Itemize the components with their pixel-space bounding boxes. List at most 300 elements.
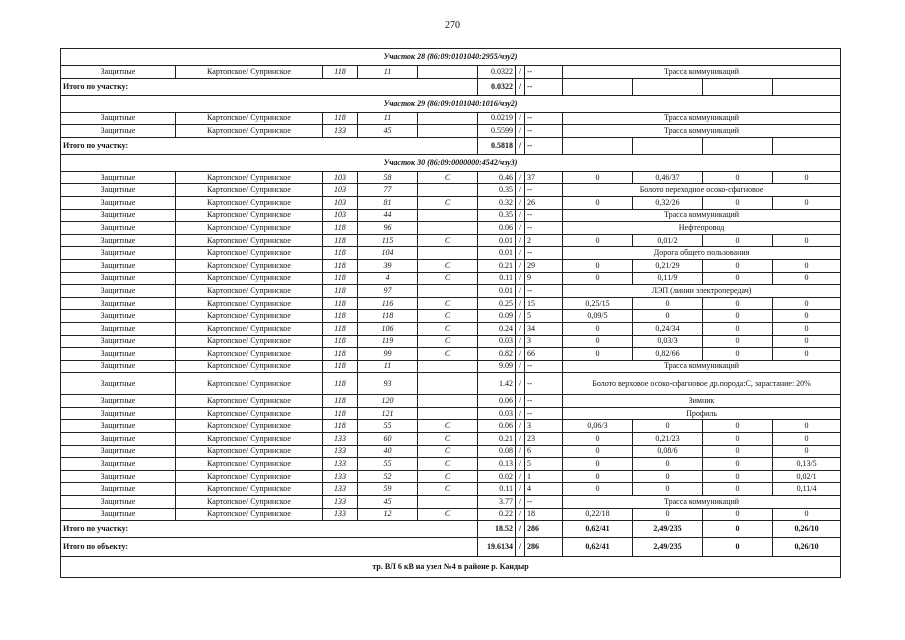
breakdown-value: 0 — [773, 445, 841, 458]
breakdown-value: 0 — [703, 508, 773, 521]
breakdown-value: 0 — [703, 348, 773, 361]
quarter-number: 118 — [323, 373, 358, 395]
forest-category: Защитные — [61, 209, 176, 222]
volume-value: -- — [525, 360, 563, 373]
forestry-district: Картопское/ Супринское — [176, 496, 323, 509]
table-row — [61, 470, 841, 483]
allotment-number: 58 — [358, 171, 418, 184]
table-row — [61, 184, 841, 197]
area-value: 0.25 — [478, 297, 516, 310]
species-code — [418, 496, 478, 509]
empty-cell — [563, 137, 633, 154]
forestry-district: Картопское/ Супринское — [176, 247, 323, 260]
forest-category: Защитные — [61, 322, 176, 335]
forest-category: Защитные — [61, 310, 176, 323]
allotment-number: 77 — [358, 184, 418, 197]
allotment-note: Трасса коммуникаций — [563, 125, 841, 138]
forestry-district: Картопское/ Супринское — [176, 272, 323, 285]
area-value: 9.09 — [478, 360, 516, 373]
forest-category: Защитные — [61, 259, 176, 272]
area-value: 0.06 — [478, 420, 516, 433]
area-value: 0.13 — [478, 458, 516, 471]
total-area: 0.0322 — [478, 78, 516, 95]
breakdown-value: 0 — [773, 297, 841, 310]
allotment-number: 121 — [358, 407, 418, 420]
table-row — [61, 272, 841, 285]
empty-cell — [563, 78, 633, 95]
species-code — [418, 66, 478, 79]
volume-value: 9 — [525, 272, 563, 285]
species-code — [418, 222, 478, 235]
allotment-number: 4 — [358, 272, 418, 285]
table-row — [61, 209, 841, 222]
volume-value: -- — [525, 112, 563, 125]
forest-category: Защитные — [61, 348, 176, 361]
forestry-district: Картопское/ Супринское — [176, 445, 323, 458]
section-title: Участок 30 (86:09:0000000:4542/чзу3) — [61, 154, 841, 171]
allotment-note: Трасса коммуникаций — [563, 66, 841, 79]
volume-value: -- — [525, 209, 563, 222]
allotment-number: 40 — [358, 445, 418, 458]
area-value: 0.5599 — [478, 125, 516, 138]
volume-value: -- — [525, 247, 563, 260]
breakdown-value: 0 — [563, 483, 633, 496]
species-code: С — [418, 420, 478, 433]
table-row — [61, 458, 841, 471]
breakdown-value: 0 — [563, 196, 633, 209]
breakdown-value: 0,02/1 — [773, 470, 841, 483]
separator: / — [516, 348, 525, 361]
separator: / — [516, 209, 525, 222]
separator: / — [516, 322, 525, 335]
species-code — [418, 184, 478, 197]
total-volume: -- — [525, 137, 563, 154]
allotment-note: Трасса коммуникаций — [563, 209, 841, 222]
species-code: С — [418, 445, 478, 458]
allotment-number: 55 — [358, 420, 418, 433]
area-value: 0.11 — [478, 483, 516, 496]
species-code: С — [418, 335, 478, 348]
allotment-number: 45 — [358, 496, 418, 509]
volume-value: 2 — [525, 234, 563, 247]
object-total-volume: 286 — [525, 538, 563, 557]
allotment-number: 116 — [358, 297, 418, 310]
species-code: С — [418, 470, 478, 483]
breakdown-value: 0 — [563, 335, 633, 348]
total-breakdown-value: 0 — [703, 521, 773, 538]
volume-value: 66 — [525, 348, 563, 361]
table-row — [61, 247, 841, 260]
breakdown-value: 0 — [703, 458, 773, 471]
breakdown-value: 0,11/4 — [773, 483, 841, 496]
allotment-note: Нефтепровод — [563, 222, 841, 235]
breakdown-value: 0 — [773, 335, 841, 348]
volume-value: 3 — [525, 335, 563, 348]
area-value: 0.0322 — [478, 66, 516, 79]
species-code: С — [418, 483, 478, 496]
object-total-breakdown-value: 0,26/10 — [773, 538, 841, 557]
volume-value: -- — [525, 496, 563, 509]
breakdown-value: 0 — [563, 272, 633, 285]
quarter-number: 118 — [323, 247, 358, 260]
volume-value: 29 — [525, 259, 563, 272]
section-header — [61, 154, 841, 171]
area-value: 0.11 — [478, 272, 516, 285]
area-value: 0.21 — [478, 259, 516, 272]
breakdown-value: 0 — [773, 310, 841, 323]
forest-category: Защитные — [61, 496, 176, 509]
forestry-district: Картопское/ Супринское — [176, 395, 323, 408]
forestry-district: Картопское/ Супринское — [176, 66, 323, 79]
empty-cell — [703, 78, 773, 95]
breakdown-value: 0 — [563, 259, 633, 272]
object-total-area: 19.6134 — [478, 538, 516, 557]
table-row — [61, 420, 841, 433]
table-row — [61, 360, 841, 373]
breakdown-value: 0 — [563, 171, 633, 184]
total-volume: 286 — [525, 521, 563, 538]
species-code — [418, 285, 478, 298]
separator: / — [516, 445, 525, 458]
forest-category: Защитные — [61, 125, 176, 138]
breakdown-value: 0 — [703, 234, 773, 247]
species-code: С — [418, 171, 478, 184]
separator: / — [516, 285, 525, 298]
allotment-number: 52 — [358, 470, 418, 483]
table-row — [61, 310, 841, 323]
species-code — [418, 395, 478, 408]
allotment-number: 115 — [358, 234, 418, 247]
volume-value: -- — [525, 407, 563, 420]
table-row — [61, 222, 841, 235]
separator: / — [516, 395, 525, 408]
volume-value: -- — [525, 395, 563, 408]
total-breakdown-value: 0,26/10 — [773, 521, 841, 538]
forestry-district: Картопское/ Супринское — [176, 458, 323, 471]
allotment-note: Трасса коммуникаций — [563, 360, 841, 373]
allotment-note: Трасса коммуникаций — [563, 496, 841, 509]
breakdown-value: 0,11/9 — [633, 272, 703, 285]
species-code: С — [418, 272, 478, 285]
allotment-number: 11 — [358, 66, 418, 79]
quarter-number: 118 — [323, 395, 358, 408]
breakdown-value: 0 — [563, 348, 633, 361]
allotment-number: 39 — [358, 259, 418, 272]
total-breakdown-value: 0,62/41 — [563, 521, 633, 538]
table-row — [61, 259, 841, 272]
breakdown-value: 0 — [633, 508, 703, 521]
quarter-number: 103 — [323, 171, 358, 184]
separator: / — [516, 496, 525, 509]
allotment-note: Зимник — [563, 395, 841, 408]
page-number: 270 — [445, 20, 460, 31]
volume-value: 4 — [525, 483, 563, 496]
quarter-number: 133 — [323, 508, 358, 521]
volume-value: 18 — [525, 508, 563, 521]
forestry-district: Картопское/ Супринское — [176, 322, 323, 335]
forest-category: Защитные — [61, 285, 176, 298]
total-area: 0.5818 — [478, 137, 516, 154]
quarter-number: 118 — [323, 360, 358, 373]
object-total-breakdown-value: 2,49/235 — [633, 538, 703, 557]
forest-category: Защитные — [61, 373, 176, 395]
breakdown-value: 0 — [703, 483, 773, 496]
breakdown-value: 0 — [773, 171, 841, 184]
separator: / — [516, 272, 525, 285]
species-code: С — [418, 259, 478, 272]
section-total-row — [61, 521, 841, 538]
forest-category: Защитные — [61, 297, 176, 310]
breakdown-value: 0 — [633, 297, 703, 310]
volume-value: -- — [525, 66, 563, 79]
forest-category: Защитные — [61, 433, 176, 446]
area-value: 0.0219 — [478, 112, 516, 125]
object-total-label: Итого по объекту: — [61, 538, 478, 557]
forest-category: Защитные — [61, 407, 176, 420]
forest-category: Защитные — [61, 196, 176, 209]
forestry-district: Картопское/ Супринское — [176, 297, 323, 310]
forestry-district: Картопское/ Супринское — [176, 222, 323, 235]
table-row — [61, 112, 841, 125]
forest-category: Защитные — [61, 66, 176, 79]
separator: / — [516, 310, 525, 323]
breakdown-value: 0,25/15 — [563, 297, 633, 310]
breakdown-value: 0,08/6 — [633, 445, 703, 458]
section-header — [61, 95, 841, 112]
allotment-number: 104 — [358, 247, 418, 260]
forest-category: Защитные — [61, 222, 176, 235]
separator: / — [516, 196, 525, 209]
allotment-number: 93 — [358, 373, 418, 395]
species-code: С — [418, 433, 478, 446]
area-value: 0.01 — [478, 247, 516, 260]
separator: / — [516, 78, 525, 95]
quarter-number: 118 — [323, 407, 358, 420]
allotment-number: 120 — [358, 395, 418, 408]
forestry-district: Картопское/ Супринское — [176, 259, 323, 272]
species-code: С — [418, 310, 478, 323]
separator: / — [516, 171, 525, 184]
area-value: 3.77 — [478, 496, 516, 509]
separator: / — [516, 125, 525, 138]
species-code — [418, 360, 478, 373]
forestry-district: Картопское/ Супринское — [176, 483, 323, 496]
separator: / — [516, 184, 525, 197]
separator: / — [516, 420, 525, 433]
empty-cell — [633, 137, 703, 154]
forest-category: Защитные — [61, 483, 176, 496]
empty-cell — [633, 78, 703, 95]
breakdown-value: 0,01/2 — [633, 234, 703, 247]
area-value: 0.24 — [478, 322, 516, 335]
volume-value: 1 — [525, 470, 563, 483]
breakdown-value: 0,03/3 — [633, 335, 703, 348]
volume-value: 34 — [525, 322, 563, 335]
forestry-district: Картопское/ Супринское — [176, 171, 323, 184]
breakdown-value: 0,09/5 — [563, 310, 633, 323]
quarter-number: 118 — [323, 420, 358, 433]
table-row — [61, 234, 841, 247]
allotment-table — [60, 48, 841, 578]
breakdown-value: 0 — [563, 322, 633, 335]
allotment-note: Профиль — [563, 407, 841, 420]
species-code: С — [418, 458, 478, 471]
forestry-district: Картопское/ Супринское — [176, 508, 323, 521]
volume-value: -- — [525, 222, 563, 235]
breakdown-value: 0 — [633, 483, 703, 496]
table-row — [61, 395, 841, 408]
volume-value: 5 — [525, 310, 563, 323]
area-value: 0.03 — [478, 407, 516, 420]
allotment-number: 60 — [358, 433, 418, 446]
forestry-district: Картопское/ Супринское — [176, 407, 323, 420]
section-total-row — [61, 137, 841, 154]
quarter-number: 118 — [323, 112, 358, 125]
forest-category: Защитные — [61, 395, 176, 408]
volume-value: 5 — [525, 458, 563, 471]
quarter-number: 133 — [323, 483, 358, 496]
forest-category: Защитные — [61, 458, 176, 471]
breakdown-value: 0,32/26 — [633, 196, 703, 209]
forest-category: Защитные — [61, 360, 176, 373]
forest-category: Защитные — [61, 420, 176, 433]
breakdown-value: 0,06/3 — [563, 420, 633, 433]
allotment-number: 99 — [358, 348, 418, 361]
breakdown-value: 0,21/29 — [633, 259, 703, 272]
breakdown-value: 0 — [703, 445, 773, 458]
breakdown-value: 0 — [633, 310, 703, 323]
volume-value: -- — [525, 184, 563, 197]
breakdown-value: 0,13/5 — [773, 458, 841, 471]
forestry-district: Картопское/ Супринское — [176, 373, 323, 395]
species-code: С — [418, 348, 478, 361]
forestry-district: Картопское/ Супринское — [176, 125, 323, 138]
area-value: 0.21 — [478, 433, 516, 446]
area-value: 0.82 — [478, 348, 516, 361]
breakdown-value: 0 — [563, 234, 633, 247]
species-code: С — [418, 322, 478, 335]
breakdown-value: 0 — [773, 420, 841, 433]
forest-category: Защитные — [61, 335, 176, 348]
volume-value: 15 — [525, 297, 563, 310]
species-code: С — [418, 297, 478, 310]
species-code — [418, 247, 478, 260]
quarter-number: 103 — [323, 196, 358, 209]
breakdown-value: 0 — [703, 420, 773, 433]
species-code — [418, 125, 478, 138]
quarter-number: 118 — [323, 259, 358, 272]
volume-value: 3 — [525, 420, 563, 433]
table-row — [61, 407, 841, 420]
quarter-number: 133 — [323, 433, 358, 446]
separator: / — [516, 483, 525, 496]
breakdown-value: 0 — [773, 508, 841, 521]
allotment-number: 45 — [358, 125, 418, 138]
table-row — [61, 496, 841, 509]
quarter-number: 133 — [323, 470, 358, 483]
table-row — [61, 297, 841, 310]
next-object-header — [61, 557, 841, 578]
breakdown-value: 0 — [703, 433, 773, 446]
object-total-breakdown-value: 0,62/41 — [563, 538, 633, 557]
allotment-note: Болото переходное осоко-сфагновое — [563, 184, 841, 197]
forestry-district: Картопское/ Супринское — [176, 470, 323, 483]
breakdown-value: 0,22/18 — [563, 508, 633, 521]
allotment-note: ЛЭП (линии электропередач) — [563, 285, 841, 298]
allotment-number: 59 — [358, 483, 418, 496]
breakdown-value: 0 — [703, 259, 773, 272]
separator: / — [516, 112, 525, 125]
section-header — [61, 49, 841, 66]
section-title: Участок 28 (86:09:0101040:2955/чзу2) — [61, 49, 841, 66]
breakdown-value: 0 — [703, 171, 773, 184]
breakdown-value: 0 — [563, 445, 633, 458]
separator: / — [516, 247, 525, 260]
breakdown-value: 0 — [563, 458, 633, 471]
quarter-number: 118 — [323, 234, 358, 247]
breakdown-value: 0 — [773, 196, 841, 209]
separator: / — [516, 222, 525, 235]
forest-category: Защитные — [61, 272, 176, 285]
separator: / — [516, 538, 525, 557]
species-code: С — [418, 234, 478, 247]
breakdown-value: 0 — [703, 470, 773, 483]
total-breakdown-value: 2,49/235 — [633, 521, 703, 538]
species-code — [418, 209, 478, 222]
forest-category: Защитные — [61, 171, 176, 184]
forestry-district: Картопское/ Супринское — [176, 433, 323, 446]
volume-value: 23 — [525, 433, 563, 446]
table-row — [61, 171, 841, 184]
quarter-number: 103 — [323, 184, 358, 197]
area-value: 0.08 — [478, 445, 516, 458]
quarter-number: 133 — [323, 125, 358, 138]
table-row — [61, 285, 841, 298]
quarter-number: 133 — [323, 445, 358, 458]
volume-value: -- — [525, 373, 563, 395]
area-value: 0.35 — [478, 184, 516, 197]
volume-value: 6 — [525, 445, 563, 458]
forest-category: Защитные — [61, 508, 176, 521]
breakdown-value: 0 — [633, 470, 703, 483]
separator: / — [516, 259, 525, 272]
forest-category: Защитные — [61, 445, 176, 458]
area-value: 0.46 — [478, 171, 516, 184]
quarter-number: 118 — [323, 272, 358, 285]
separator: / — [516, 470, 525, 483]
breakdown-value: 0,46/37 — [633, 171, 703, 184]
breakdown-value: 0 — [773, 259, 841, 272]
forest-category: Защитные — [61, 234, 176, 247]
volume-value: 37 — [525, 171, 563, 184]
quarter-number: 118 — [323, 322, 358, 335]
quarter-number: 133 — [323, 496, 358, 509]
empty-cell — [773, 78, 841, 95]
total-volume: -- — [525, 78, 563, 95]
forestry-district: Картопское/ Супринское — [176, 196, 323, 209]
forestry-district: Картопское/ Супринское — [176, 420, 323, 433]
forest-category: Защитные — [61, 470, 176, 483]
separator: / — [516, 433, 525, 446]
breakdown-value: 0,24/34 — [633, 322, 703, 335]
separator: / — [516, 66, 525, 79]
quarter-number: 103 — [323, 209, 358, 222]
breakdown-value: 0 — [773, 322, 841, 335]
separator: / — [516, 407, 525, 420]
total-label: Итого по участку: — [61, 78, 478, 95]
next-object-title: тр. ВЛ 6 кВ на узел №4 в районе р. Кандыр — [61, 557, 841, 578]
species-code — [418, 407, 478, 420]
